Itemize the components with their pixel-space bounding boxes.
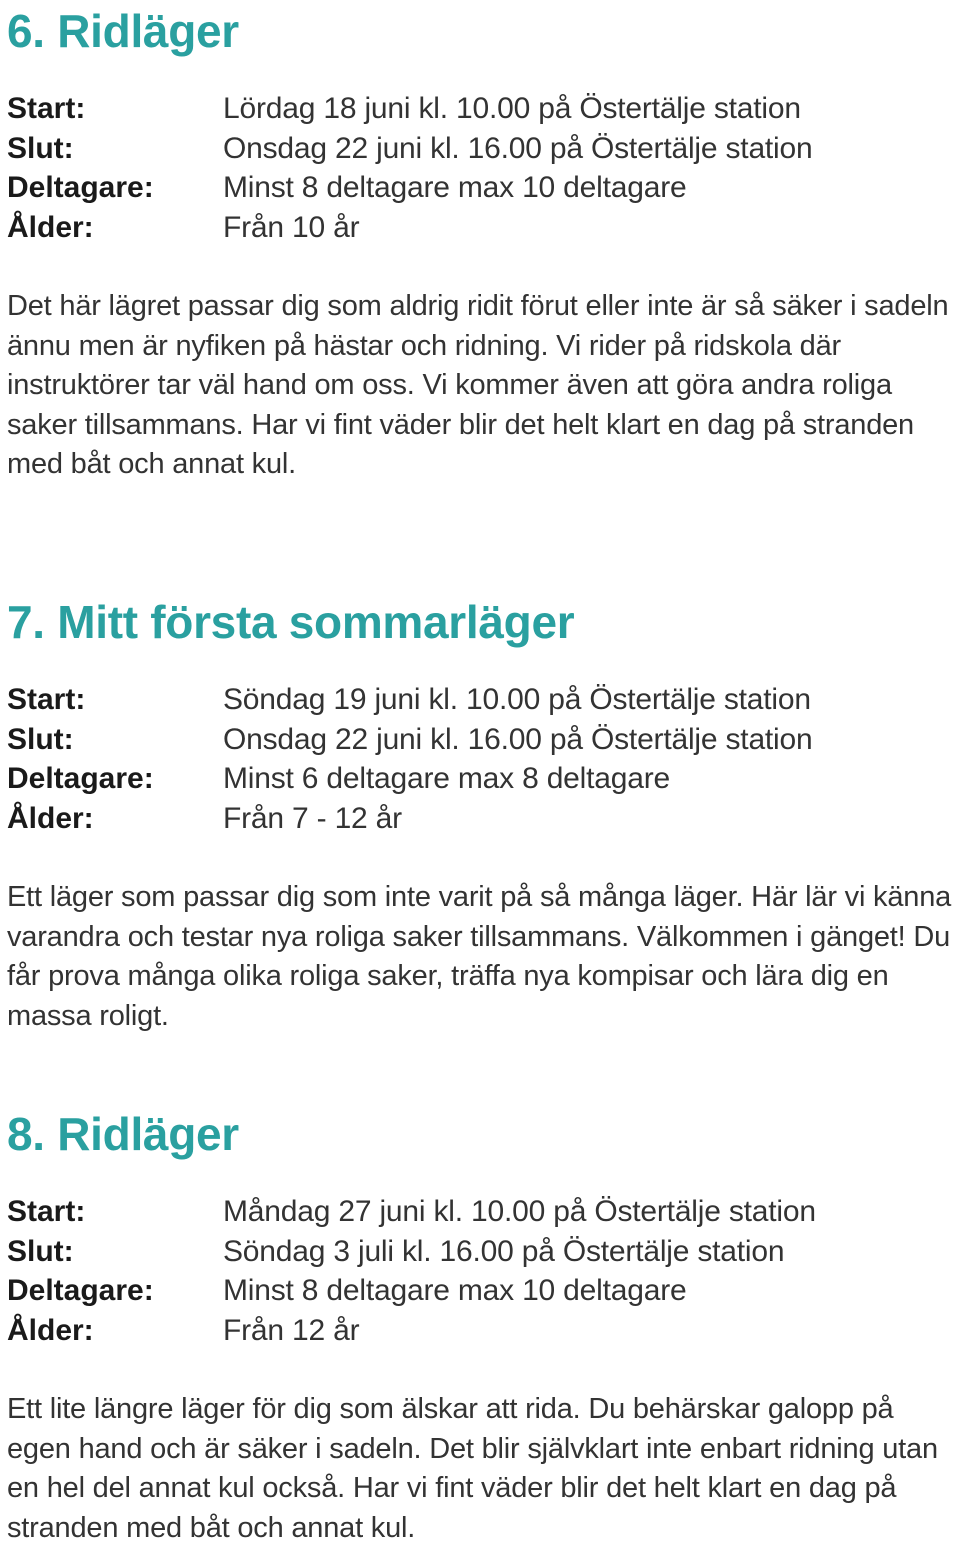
info-row-participants bbox=[7, 759, 960, 799]
start-label: Start: bbox=[7, 1195, 86, 1228]
participants-value: Minst 8 deltagare max 10 deltagare bbox=[223, 171, 687, 204]
participants-label: Deltagare: bbox=[7, 762, 154, 795]
participants-value: Minst 6 deltagare max 8 deltagare bbox=[223, 762, 670, 795]
info-row-start bbox=[7, 680, 960, 720]
age-value: Från 12 år bbox=[223, 1313, 360, 1347]
camp-section-6 bbox=[7, 3, 960, 485]
info-row-start bbox=[7, 1192, 960, 1232]
end-label: Slut: bbox=[7, 131, 74, 165]
start-value: Lördag 18 juni kl. 10.00 på Östertälje station bbox=[223, 92, 801, 125]
camp-info-table bbox=[7, 1192, 960, 1350]
info-row-age bbox=[7, 1311, 960, 1351]
info-row-end bbox=[7, 1232, 960, 1272]
participants-value: Minst 8 deltagare max 10 deltagare bbox=[223, 1274, 687, 1307]
info-row-end bbox=[7, 720, 960, 760]
age-label: Ålder: bbox=[7, 1313, 94, 1347]
camp-description: Ett lite längre läger för dig som älskar att rida. Du behärskar galopp på egen hand och är säker i sadeln. Det blir självklart inte enbart ridning utan en hel del annat kul också. Har vi fint väder blir det helt klart en dag på stranden med båt och annat kul. bbox=[7, 1393, 938, 1544]
age-label: Ålder: bbox=[7, 210, 94, 244]
age-label: Ålder: bbox=[7, 801, 94, 835]
start-value: Söndag 19 juni kl. 10.00 på Östertälje station bbox=[223, 683, 811, 716]
camp-heading: 6. Ridläger bbox=[7, 5, 239, 57]
start-label: Start: bbox=[7, 92, 86, 125]
camp-description: Det här lägret passar dig som aldrig ridit förut eller inte är så säker i sadeln ännu men är nyfiken på hästar och ridning. Vi rider på ridskola där instruktörer tar väl hand om oss. Vi kommer även att göra andra roliga saker tillsammans. Har vi fint väder blir det helt klart en dag på stranden med båt och annat kul. bbox=[7, 290, 949, 480]
camp-heading: 7. Mitt första sommarläger bbox=[7, 596, 575, 648]
info-row-end bbox=[7, 129, 960, 169]
info-row-start bbox=[7, 89, 960, 129]
info-row-age bbox=[7, 799, 960, 839]
camp-info-table bbox=[7, 89, 960, 247]
age-value: Från 10 år bbox=[223, 210, 360, 244]
camp-description: Ett läger som passar dig som inte varit på så många läger. Här lär vi känna varandra och testar nya roliga saker tillsammans. Välkommen i gänget! Du får prova många olika roliga saker, träffa nya kompisar och lära dig en massa roligt. bbox=[7, 881, 952, 1032]
camp-section-7 bbox=[7, 594, 960, 1036]
start-value: Måndag 27 juni kl. 10.00 på Östertälje station bbox=[223, 1195, 816, 1228]
info-row-participants bbox=[7, 1271, 960, 1311]
camp-section-8 bbox=[7, 1106, 960, 1548]
end-label: Slut: bbox=[7, 722, 74, 756]
participants-label: Deltagare: bbox=[7, 171, 154, 204]
start-label: Start: bbox=[7, 683, 86, 716]
end-value: Onsdag 22 juni kl. 16.00 på Östertälje station bbox=[223, 722, 813, 756]
age-value: Från 7 - 12 år bbox=[223, 801, 402, 835]
info-row-age bbox=[7, 208, 960, 248]
camp-info-table bbox=[7, 680, 960, 838]
end-value: Söndag 3 juli kl. 16.00 på Östertälje station bbox=[223, 1234, 785, 1268]
participants-label: Deltagare: bbox=[7, 1274, 154, 1307]
info-row-participants bbox=[7, 168, 960, 208]
end-label: Slut: bbox=[7, 1234, 74, 1268]
camp-heading: 8. Ridläger bbox=[7, 1108, 239, 1160]
end-value: Onsdag 22 juni kl. 16.00 på Östertälje station bbox=[223, 131, 813, 165]
